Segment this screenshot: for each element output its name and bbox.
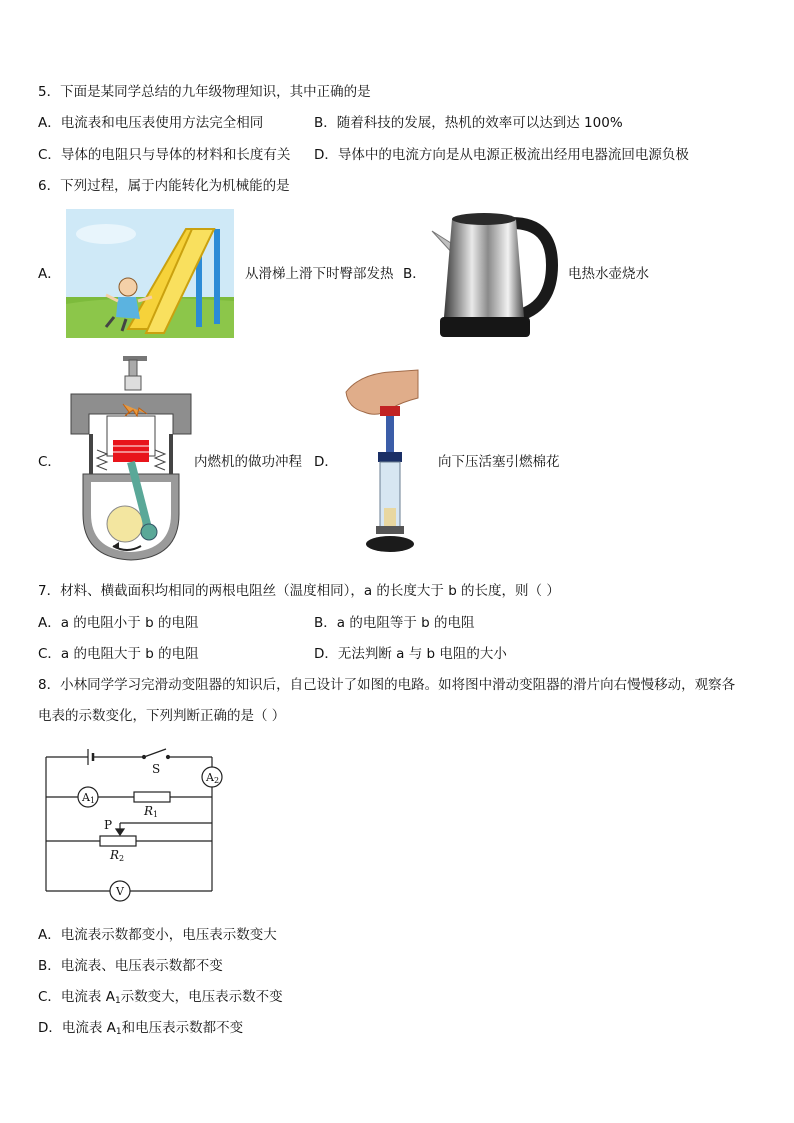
q5-option-b: B．随着科技的发展，热机的效率可以达到达 100% xyxy=(314,115,623,131)
q6-option-d-letter: D． xyxy=(314,454,338,470)
q6-option-a-text: 从滑梯上滑下时臀部发热 xyxy=(245,266,394,282)
piston-syringe-image xyxy=(340,368,420,554)
kettle-image xyxy=(424,205,560,342)
q5-option-c: C．导体的电阻只与导体的材料和长度有关 xyxy=(38,147,291,163)
q8-option-d: D．电流表 $A_1$和电压表示数都不变 xyxy=(38,1020,244,1037)
q6-option-c-text: 内燃机的做功冲程 xyxy=(194,454,302,470)
switch-label: S xyxy=(152,762,161,776)
slide-image xyxy=(66,209,234,338)
switch-blade xyxy=(144,749,166,757)
voltmeter-label: V xyxy=(116,885,124,898)
q6-option-b-text: 电热水壶烧水 xyxy=(568,266,649,282)
q6-stem: 6．下列过程，属于内能转化为机械能的是 xyxy=(38,178,290,194)
ammeter-a2-label: A2 xyxy=(206,771,220,785)
q8-stem-line2: 电表的示数变化，下列判断正确的是（ ） xyxy=(38,708,286,724)
q8-option-c: C．电流表 $A_1$示数变大，电压表示数不变 xyxy=(38,989,283,1006)
q7-option-b: B．a 的电阻等于 b 的电阻 xyxy=(314,615,475,631)
q7-option-c: C．a 的电阻大于 b 的电阻 xyxy=(38,646,199,662)
q5-option-d: D．导体中的电流方向是从电源正极流出经用电器流回电源负极 xyxy=(314,147,689,163)
q6-option-c-letter: C． xyxy=(38,454,61,470)
q6-option-a-letter: A． xyxy=(38,266,61,282)
q8-option-b: B．电流表、电压表示数都不变 xyxy=(38,958,223,974)
q7-option-a: A．a 的电阻小于 b 的电阻 xyxy=(38,615,199,631)
circuit-diagram xyxy=(40,745,230,905)
ammeter-a1-label: A1 xyxy=(82,791,96,805)
resistor-r2-label: R2 xyxy=(110,848,125,863)
engine-diagram xyxy=(67,354,195,566)
resistor-r1-label: R1 xyxy=(144,804,159,819)
resistor-r1 xyxy=(134,792,170,802)
q5-option-a: A．电流表和电压表使用方法完全相同 xyxy=(38,115,264,131)
resistor-r2 xyxy=(100,836,136,846)
slider-p-label: P xyxy=(104,818,113,832)
q7-stem: 7．材料、横截面积均相同的两根电阻丝（温度相同），a 的长度大于 b 的长度，则（ ） xyxy=(38,583,560,599)
q7-option-d: D．无法判断 a 与 b 电阻的大小 xyxy=(314,646,507,662)
q5-stem: 5．下面是某同学总结的九年级物理知识，其中正确的是 xyxy=(38,84,371,100)
q6-option-b-letter: B． xyxy=(403,266,426,282)
q8-option-a: A．电流表示数都变小，电压表示数变大 xyxy=(38,927,277,943)
q6-option-d-text: 向下压活塞引燃棉花 xyxy=(438,454,560,470)
q8-stem-line1: 8．小林同学学习完滑动变阻器的知识后，自己设计了如图的电路。如将图中滑动变阻器的滑片向右慢慢移动，观察各 xyxy=(38,677,736,693)
